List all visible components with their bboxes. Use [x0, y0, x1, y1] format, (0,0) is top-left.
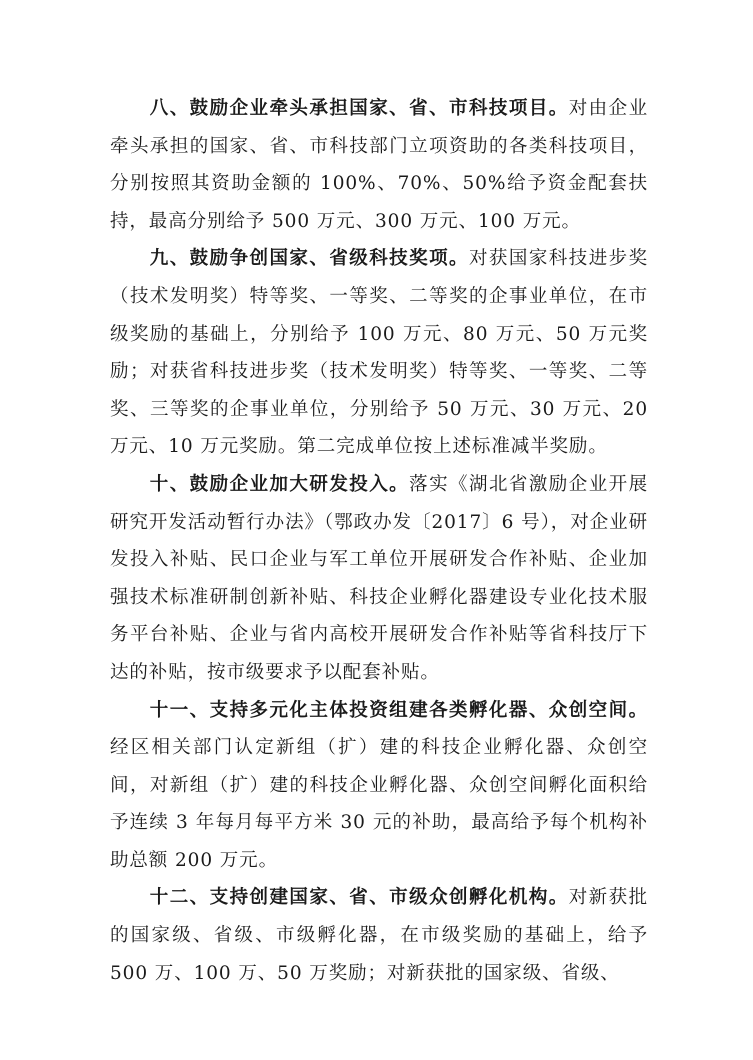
policy-item-11 [110, 692, 648, 880]
policy-item-9 [110, 240, 648, 466]
policy-item-11-heading: 十一、支持多元化主体投资组建各类孵化器、众创空间。 [149, 699, 648, 721]
policy-item-8-heading: 八、鼓励企业牵头承担国家、省、市科技项目。 [149, 98, 569, 119]
policy-item-10-heading: 十、鼓励企业加大研发投入。 [149, 473, 410, 495]
policy-item-12-body: 对新获批的国家级、省级、市级孵化器，在市级奖励的基础上，给予 500 万、100 万、50 万奖励；对新获批的国家级、省级、 [110, 887, 648, 984]
policy-item-10 [110, 466, 648, 692]
policy-item-9-heading: 九、鼓励争创国家、省级科技奖项。 [149, 248, 469, 270]
policy-item-8-body: 对由企业牵头承担的国家、省、市科技部门立项资助的各类科技项目，分别按照其资助金额的 100%、70%、50%给予资金配套扶持，最高分别给予 500 万元、300 万元、100 万元。 [110, 98, 648, 232]
policy-item-8 [110, 90, 648, 240]
policy-item-9-body: 对获国家科技进步奖（技术发明奖）特等奖、一等奖、二等奖的企事业单位，在市级奖励的基础上，分别给予 100 万元、80 万元、50 万元奖励；对获省科技进步奖（技术发明奖）特等奖、一等奖、二等奖、三等奖的企事业单位，分别给予 50 万元、30 万元、20 万元、10 万元奖励。第二完成单位按上述标准减半奖励。 [110, 248, 648, 458]
policy-item-11-body: 经区相关部门认定新组（扩）建的科技企业孵化器、众创空间，对新组（扩）建的科技企业孵化器、众创空间孵化面积给予连续 3 年每月每平方米 30 元的补助，最高给予每个机构补助总额 200 万元。 [110, 737, 648, 871]
policy-item-10-body: 落实《湖北省激励企业开展研究开发活动暂行办法》（鄂政办发〔2017〕6 号），对企业研发投入补贴、民口企业与军工单位开展研发合作补贴、企业加强技术标准研制创新补贴、科技企业孵化器建设专业化技术服务平台补贴、企业与省内高校开展研发合作补贴等省科技厅下达的补贴，按市级要求予以配套补贴。 [110, 473, 649, 683]
policy-item-12-heading: 十二、支持创建国家、省、市级众创孵化机构。 [149, 887, 569, 909]
policy-item-12 [110, 879, 648, 992]
